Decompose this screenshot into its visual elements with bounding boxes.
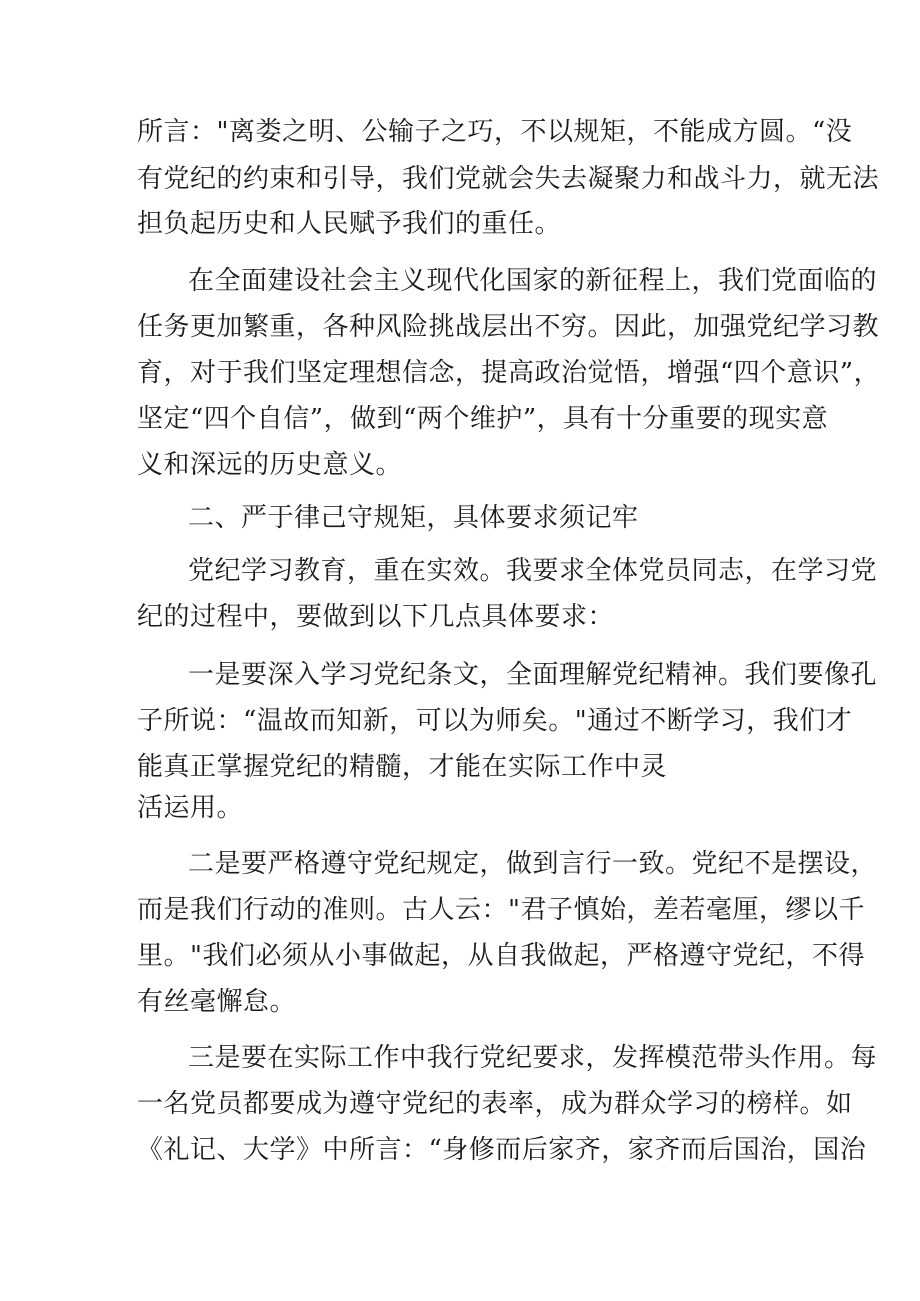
text-line: 二是要严格遵守党纪规定，做到言行一致。党纪不是摆设， bbox=[188, 849, 878, 879]
text-line: 在全面建设社会主义现代化国家的新征程上，我们党面临的 bbox=[188, 266, 878, 296]
text-line: 所言："离娄之明、公输子之巧，不以规矩，不能成方圆。“没 bbox=[137, 117, 853, 147]
text-line: 能真正掌握党纪的精髓，才能在实际工作中灵 bbox=[137, 752, 668, 782]
text-line: 子所说：“温故而知新，可以为师矣。"通过不断学习，我们才 bbox=[137, 706, 853, 736]
text-line: 里。"我们必须从小事做起，从自我做起，严格遵守党纪，不得 bbox=[137, 941, 865, 971]
text-line: 一名党员都要成为遵守党纪的表率，成为群众学习的榜样。如 bbox=[137, 1089, 853, 1119]
text-line: 担负起历史和人民赋予我们的重任。 bbox=[137, 209, 562, 239]
text-line: 一是要深入学习党纪条文，全面理解党纪精神。我们要像孔 bbox=[188, 660, 878, 690]
text-line: 党纪学习教育，重在实效。我要求全体党员同志，在学习党 bbox=[188, 556, 878, 586]
text-line: 三是要在实际工作中我行党纪要求，发挥模范带头作用。每 bbox=[188, 1043, 878, 1073]
text-line: 而是我们行动的准则。古人云："君子慎始，差若毫厘，缪以千 bbox=[137, 895, 865, 925]
text-line: 纪的过程中，要做到以下几点具体要求： bbox=[137, 602, 615, 632]
text-line: 义和深远的历史意义。 bbox=[137, 450, 403, 480]
text-line: 《礼记、大学》中所言：“身修而后家齐，家齐而后国治，国治 bbox=[137, 1135, 867, 1165]
text-line: 有党纪的约束和引导，我们党就会失去凝聚力和战斗力，就无法 bbox=[137, 164, 880, 194]
text-line: 有丝毫懈怠。 bbox=[137, 987, 297, 1017]
text-line: 活运用。 bbox=[137, 793, 244, 823]
section-heading: 二、严于律己守规矩，具体要求须记牢 bbox=[188, 503, 639, 533]
text-line: 育，对于我们坚定理想信念，提高政治觉悟，增强“四个意识”， bbox=[137, 358, 881, 388]
text-line: 坚定“四个自信”，做到“两个维护”，具有十分重要的现实意 bbox=[137, 404, 829, 434]
text-line: 任务更加繁重，各种风险挑战层出不穷。因此，加强党纪学习教 bbox=[137, 312, 880, 342]
